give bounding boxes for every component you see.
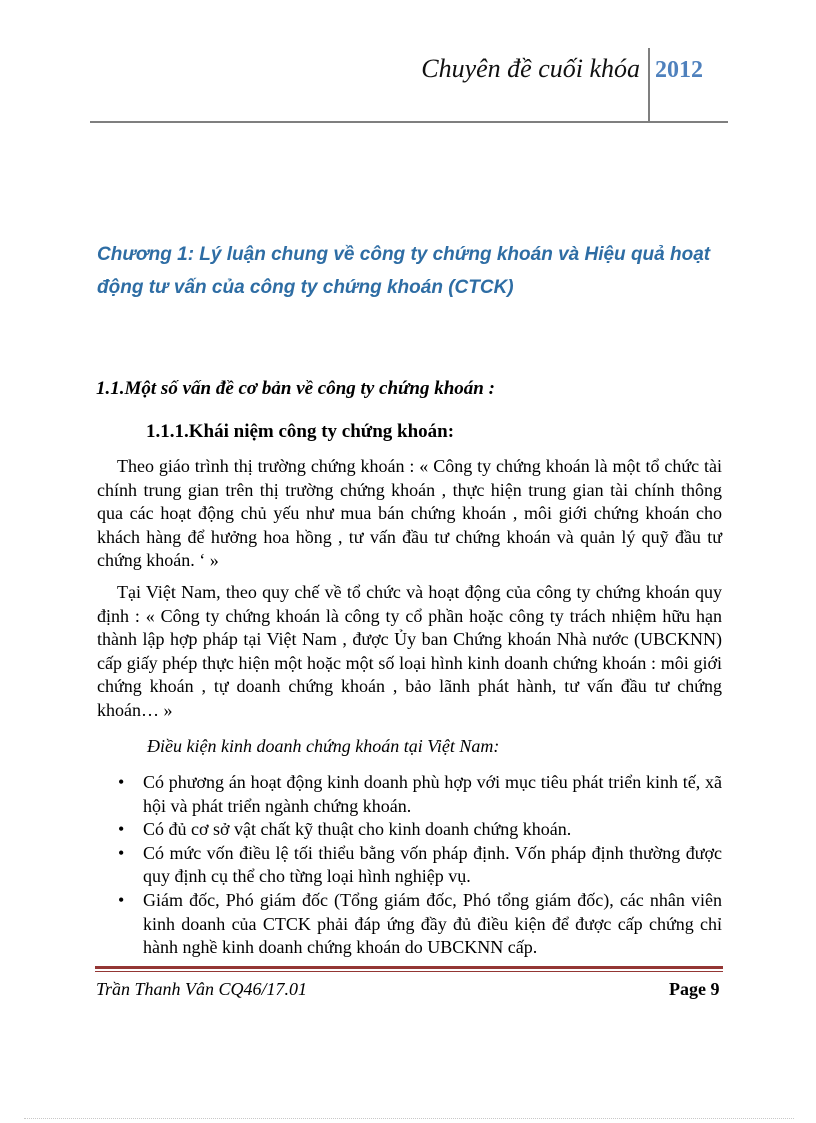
list-item bbox=[97, 771, 722, 818]
conditions-list bbox=[97, 771, 722, 960]
footer-rule-thin bbox=[95, 971, 723, 972]
list-item-text: Có đủ cơ sở vật chất kỹ thuật cho kinh doanh chứng khoán. bbox=[143, 819, 572, 840]
subsection-heading: 1.1.1.Khái niệm công ty chứng khoán: bbox=[146, 421, 455, 442]
paragraph-definition-vietnam: Tại Việt Nam, theo quy chế về tổ chức và hoạt động của công ty chứng khoán quy định : « Công ty chứng khoán là công ty cổ phần hoặc công ty trách nhiệm hữu hạn thành lập hợp pháp tại Việt Nam , được Ủy ban Chứng khoán Nhà nước (UBCKNN) cấp giấy phép thực hiện một hoặc một số loại hình kinh doanh chứng khoán : môi giới chứng khoán , tự doanh chứng khoán , bảo lãnh phát hành, tư vấn đầu tư chứng khoán… » bbox=[97, 582, 722, 720]
chapter-title: Chương 1: Lý luận chung về công ty chứng khoán và Hiệu quả hoạt động tư vấn của công ty chứng khoán (CTCK) bbox=[97, 244, 711, 298]
paragraph-definition-textbook: Theo giáo trình thị trường chứng khoán : « Công ty chứng khoán là một tổ chức tài chính trung gian trên thị trường chứng khoán , thực hiện trung gian tài chính thông qua các hoạt động chủ yếu như mua bán chứng khoán , môi giới chứng khoán cho khách hàng để hưởng hoa hồng , tư vấn đầu tư chứng khoán và quản lý quỹ đầu tư chứng khoán. ‘ » bbox=[97, 456, 722, 571]
bullet-icon: • bbox=[118, 819, 125, 840]
list-item-text: Có mức vốn điều lệ tối thiểu bằng vốn pháp định. Vốn pháp định thường được quy định cụ thể cho từng loại hình nghiệp vụ. bbox=[143, 842, 722, 887]
list-item bbox=[97, 842, 722, 889]
footer-author: Trần Thanh Vân CQ46/17.01 bbox=[96, 979, 308, 999]
header-year: 2012 bbox=[655, 57, 703, 83]
page-edge bbox=[24, 1118, 794, 1119]
header-separator bbox=[648, 48, 650, 122]
section-heading: 1.1.Một số vấn đề cơ bản về công ty chứng khoán : bbox=[96, 378, 495, 399]
page-number: Page 9 bbox=[669, 979, 720, 999]
footer-rule bbox=[95, 966, 723, 969]
list-item bbox=[97, 818, 722, 842]
header-rule bbox=[90, 121, 728, 123]
bullet-icon: • bbox=[118, 889, 125, 910]
conditions-heading: Điều kiện kinh doanh chứng khoán tại Việt Nam: bbox=[147, 736, 500, 756]
list-item bbox=[97, 889, 722, 960]
bullet-icon: • bbox=[118, 772, 125, 792]
list-item-text: Giám đốc, Phó giám đốc (Tổng giám đốc, Phó tổng giám đốc), các nhân viên kinh doanh của CTCK phải đáp ứng đầy đủ điều kiện để được cấp chứng chỉ hành nghề kinh doanh chứng khoán do UBCKNN cấp. bbox=[143, 889, 722, 958]
list-item-text: Có phương án hoạt động kinh doanh phù hợp với mục tiêu phát triển kinh tế, xã hội và phát triển ngành chứng khoán. bbox=[143, 772, 722, 816]
header-title: Chuyên đề cuối khóa bbox=[421, 54, 640, 83]
bullet-icon: • bbox=[118, 842, 125, 863]
